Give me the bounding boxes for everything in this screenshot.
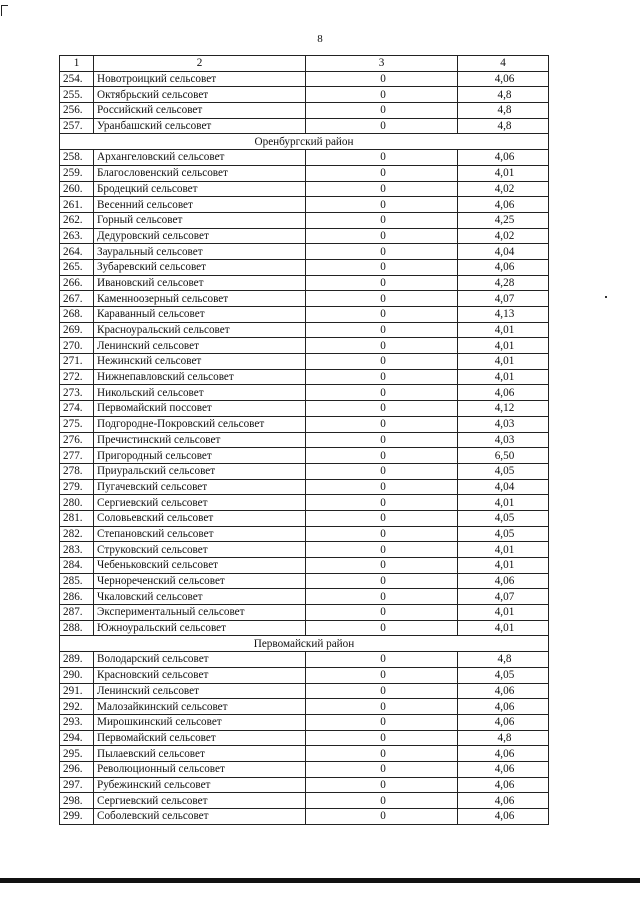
row-number-cell: 280. (60, 495, 94, 511)
column-header-3: 3 (306, 56, 458, 72)
settlement-name-cell: Чкаловский сельсовет (94, 589, 306, 605)
column-3-value-cell: 0 (306, 495, 458, 511)
column-4-value-cell: 4,05 (458, 510, 549, 526)
row-number-cell: 257. (60, 118, 94, 134)
table-row (60, 275, 549, 291)
column-3-value-cell: 0 (306, 197, 458, 213)
table-row (60, 338, 549, 354)
table-body (60, 56, 549, 825)
column-3-value-cell: 0 (306, 322, 458, 338)
settlement-name-cell: Никольский сельсовет (94, 385, 306, 401)
row-number-cell: 281. (60, 510, 94, 526)
column-header-4: 4 (458, 56, 549, 72)
column-4-value-cell: 4,05 (458, 667, 549, 683)
column-3-value-cell: 0 (306, 714, 458, 730)
settlement-name-cell: Горный сельсовет (94, 212, 306, 228)
settlement-name-cell: Российский сельсовет (94, 103, 306, 119)
settlement-name-cell: Чернореченский сельсовет (94, 573, 306, 589)
row-number-cell: 292. (60, 699, 94, 715)
column-4-value-cell: 4,01 (458, 558, 549, 574)
table-row (60, 307, 549, 323)
column-4-value-cell: 4,06 (458, 150, 549, 166)
settlement-name-cell: Сергиевский сельсовет (94, 793, 306, 809)
settlement-name-cell: Нежинский сельсовет (94, 354, 306, 370)
column-3-value-cell: 0 (306, 746, 458, 762)
column-3-value-cell: 0 (306, 542, 458, 558)
column-3-value-cell: 0 (306, 620, 458, 636)
column-4-value-cell: 4,28 (458, 275, 549, 291)
column-3-value-cell: 0 (306, 307, 458, 323)
settlement-name-cell: Бродецкий сельсовет (94, 181, 306, 197)
table-row (60, 746, 549, 762)
column-4-value-cell: 4,06 (458, 699, 549, 715)
settlement-name-cell: Ленинский сельсовет (94, 683, 306, 699)
settlement-name-cell: Струковский сельсовет (94, 542, 306, 558)
column-4-value-cell: 4,04 (458, 479, 549, 495)
table-row (60, 463, 549, 479)
row-number-cell: 269. (60, 322, 94, 338)
column-3-value-cell: 0 (306, 777, 458, 793)
row-number-cell: 263. (60, 228, 94, 244)
row-number-cell: 274. (60, 401, 94, 417)
settlement-name-cell: Рубежинский сельсовет (94, 777, 306, 793)
column-4-value-cell: 4,06 (458, 809, 549, 825)
table-row (60, 385, 549, 401)
column-4-value-cell: 4,01 (458, 165, 549, 181)
column-4-value-cell: 4,25 (458, 212, 549, 228)
column-4-value-cell: 4,07 (458, 589, 549, 605)
column-4-value-cell: 4,06 (458, 385, 549, 401)
row-number-cell: 288. (60, 620, 94, 636)
bottom-border-line (0, 878, 640, 883)
table-row (60, 589, 549, 605)
column-4-value-cell: 4,8 (458, 87, 549, 103)
column-4-value-cell: 4,06 (458, 761, 549, 777)
settlement-name-cell: Мирошкинский сельсовет (94, 714, 306, 730)
column-4-value-cell: 4,13 (458, 307, 549, 323)
row-number-cell: 294. (60, 730, 94, 746)
row-number-cell: 259. (60, 165, 94, 181)
column-4-value-cell: 4,01 (458, 369, 549, 385)
table-row (60, 620, 549, 636)
row-number-cell: 291. (60, 683, 94, 699)
column-3-value-cell: 0 (306, 181, 458, 197)
column-4-value-cell: 4,06 (458, 714, 549, 730)
table-row (60, 714, 549, 730)
column-3-value-cell: 0 (306, 416, 458, 432)
column-3-value-cell: 0 (306, 526, 458, 542)
table-row (60, 212, 549, 228)
column-4-value-cell: 4,01 (458, 605, 549, 621)
column-4-value-cell: 4,06 (458, 71, 549, 87)
row-number-cell: 298. (60, 793, 94, 809)
column-4-value-cell: 4,8 (458, 730, 549, 746)
column-3-value-cell: 0 (306, 369, 458, 385)
column-3-value-cell: 0 (306, 605, 458, 621)
settlement-name-cell: Приуральский сельсовет (94, 463, 306, 479)
row-number-cell: 266. (60, 275, 94, 291)
row-number-cell: 273. (60, 385, 94, 401)
settlement-name-cell: Красноуральский сельсовет (94, 322, 306, 338)
settlement-name-cell: Дедуровский сельсовет (94, 228, 306, 244)
column-4-value-cell: 4,06 (458, 259, 549, 275)
settlement-name-cell: Каменноозерный сельсовет (94, 291, 306, 307)
table-row (60, 479, 549, 495)
scan-speck (605, 296, 607, 298)
column-4-value-cell: 4,02 (458, 181, 549, 197)
settlement-name-cell: Соболевский сельсовет (94, 809, 306, 825)
table-row (60, 699, 549, 715)
scan-corner-mark (1, 5, 8, 16)
column-3-value-cell: 0 (306, 118, 458, 134)
row-number-cell: 295. (60, 746, 94, 762)
column-4-value-cell: 6,50 (458, 448, 549, 464)
column-4-value-cell: 4,06 (458, 683, 549, 699)
column-3-value-cell: 0 (306, 354, 458, 370)
page-number: 8 (317, 33, 323, 45)
column-4-value-cell: 4,06 (458, 573, 549, 589)
column-4-value-cell: 4,02 (458, 228, 549, 244)
row-number-cell: 287. (60, 605, 94, 621)
row-number-cell: 290. (60, 667, 94, 683)
settlement-name-cell: Малозайкинский сельсовет (94, 699, 306, 715)
column-3-value-cell: 0 (306, 652, 458, 668)
row-number-cell: 268. (60, 307, 94, 323)
table-row (60, 793, 549, 809)
row-number-cell: 265. (60, 259, 94, 275)
settlement-name-cell: Первомайский сельсовет (94, 730, 306, 746)
column-3-value-cell: 0 (306, 71, 458, 87)
row-number-cell: 270. (60, 338, 94, 354)
column-4-value-cell: 4,01 (458, 620, 549, 636)
table-row (60, 573, 549, 589)
column-3-value-cell: 0 (306, 432, 458, 448)
column-4-value-cell: 4,01 (458, 542, 549, 558)
table-row (60, 401, 549, 417)
table-row (60, 244, 549, 260)
settlement-name-cell: Ивановский сельсовет (94, 275, 306, 291)
table-header-row (60, 56, 549, 72)
column-3-value-cell: 0 (306, 667, 458, 683)
row-number-cell: 262. (60, 212, 94, 228)
column-4-value-cell: 4,12 (458, 401, 549, 417)
row-number-cell: 282. (60, 526, 94, 542)
district-title: Оренбургский район (60, 134, 549, 150)
settlement-name-cell: Пречистинский сельсовет (94, 432, 306, 448)
table-row (60, 197, 549, 213)
row-number-cell: 261. (60, 197, 94, 213)
column-3-value-cell: 0 (306, 730, 458, 746)
column-3-value-cell: 0 (306, 401, 458, 417)
column-4-value-cell: 4,01 (458, 354, 549, 370)
table-row (60, 103, 549, 119)
table-row (60, 683, 549, 699)
column-3-value-cell: 0 (306, 150, 458, 166)
column-3-value-cell: 0 (306, 338, 458, 354)
row-number-cell: 289. (60, 652, 94, 668)
table-row (60, 730, 549, 746)
column-4-value-cell: 4,8 (458, 652, 549, 668)
district-title: Первомайский район (60, 636, 549, 652)
settlement-name-cell: Пугачевский сельсовет (94, 479, 306, 495)
column-3-value-cell: 0 (306, 244, 458, 260)
settlement-name-cell: Нижнепавловский сельсовет (94, 369, 306, 385)
row-number-cell: 286. (60, 589, 94, 605)
row-number-cell: 271. (60, 354, 94, 370)
settlement-name-cell: Новотроицкий сельсовет (94, 71, 306, 87)
column-3-value-cell: 0 (306, 385, 458, 401)
column-3-value-cell: 0 (306, 558, 458, 574)
row-number-cell: 255. (60, 87, 94, 103)
table-row (60, 181, 549, 197)
settlement-name-cell: Сергиевский сельсовет (94, 495, 306, 511)
column-4-value-cell: 4,06 (458, 793, 549, 809)
settlement-name-cell: Южноуральский сельсовет (94, 620, 306, 636)
table-row (60, 322, 549, 338)
row-number-cell: 283. (60, 542, 94, 558)
settlement-name-cell: Соловьевский сельсовет (94, 510, 306, 526)
table-row (60, 291, 549, 307)
table-row (60, 777, 549, 793)
column-4-value-cell: 4,04 (458, 244, 549, 260)
table-row (60, 87, 549, 103)
column-4-value-cell: 4,03 (458, 432, 549, 448)
table-row (60, 667, 549, 683)
column-header-2: 2 (94, 56, 306, 72)
column-4-value-cell: 4,06 (458, 746, 549, 762)
column-4-value-cell: 4,01 (458, 322, 549, 338)
row-number-cell: 256. (60, 103, 94, 119)
table-row (60, 118, 549, 134)
settlement-name-cell: Зубаревский сельсовет (94, 259, 306, 275)
row-number-cell: 272. (60, 369, 94, 385)
table-row (60, 165, 549, 181)
table-row (60, 809, 549, 825)
settlement-name-cell: Пригородный сельсовет (94, 448, 306, 464)
column-4-value-cell: 4,06 (458, 777, 549, 793)
settlement-name-cell: Архангеловский сельсовет (94, 150, 306, 166)
column-3-value-cell: 0 (306, 761, 458, 777)
table-row (60, 432, 549, 448)
column-4-value-cell: 4,01 (458, 338, 549, 354)
column-4-value-cell: 4,8 (458, 103, 549, 119)
column-4-value-cell: 4,05 (458, 526, 549, 542)
row-number-cell: 278. (60, 463, 94, 479)
district-header-row (60, 636, 549, 652)
settlement-name-cell: Пылаевский сельсовет (94, 746, 306, 762)
row-number-cell: 258. (60, 150, 94, 166)
row-number-cell: 267. (60, 291, 94, 307)
table-row (60, 369, 549, 385)
column-header-1: 1 (60, 56, 94, 72)
table-row (60, 605, 549, 621)
table-row (60, 71, 549, 87)
table-row (60, 761, 549, 777)
settlement-name-cell: Красновский сельсовет (94, 667, 306, 683)
column-4-value-cell: 4,01 (458, 495, 549, 511)
settlement-name-cell: Благословенский сельсовет (94, 165, 306, 181)
column-3-value-cell: 0 (306, 165, 458, 181)
column-3-value-cell: 0 (306, 463, 458, 479)
row-number-cell: 276. (60, 432, 94, 448)
table-row (60, 510, 549, 526)
column-4-value-cell: 4,06 (458, 197, 549, 213)
column-3-value-cell: 0 (306, 103, 458, 119)
row-number-cell: 296. (60, 761, 94, 777)
settlement-name-cell: Подгородне-Покровский сельсовет (94, 416, 306, 432)
column-3-value-cell: 0 (306, 510, 458, 526)
table-row (60, 416, 549, 432)
column-3-value-cell: 0 (306, 228, 458, 244)
column-4-value-cell: 4,07 (458, 291, 549, 307)
table-row (60, 354, 549, 370)
column-3-value-cell: 0 (306, 793, 458, 809)
settlement-name-cell: Караванный сельсовет (94, 307, 306, 323)
column-3-value-cell: 0 (306, 291, 458, 307)
table-row (60, 495, 549, 511)
row-number-cell: 277. (60, 448, 94, 464)
column-4-value-cell: 4,05 (458, 463, 549, 479)
settlement-name-cell: Степановский сельсовет (94, 526, 306, 542)
column-3-value-cell: 0 (306, 699, 458, 715)
column-4-value-cell: 4,8 (458, 118, 549, 134)
settlement-name-cell: Зауральный сельсовет (94, 244, 306, 260)
row-number-cell: 284. (60, 558, 94, 574)
settlement-name-cell: Володарский сельсовет (94, 652, 306, 668)
table-row (60, 526, 549, 542)
row-number-cell: 264. (60, 244, 94, 260)
settlement-name-cell: Ленинский сельсовет (94, 338, 306, 354)
row-number-cell: 275. (60, 416, 94, 432)
column-3-value-cell: 0 (306, 259, 458, 275)
column-3-value-cell: 0 (306, 448, 458, 464)
district-header-row (60, 134, 549, 150)
column-3-value-cell: 0 (306, 275, 458, 291)
settlement-name-cell: Чебеньковский сельсовет (94, 558, 306, 574)
table-row (60, 228, 549, 244)
column-3-value-cell: 0 (306, 683, 458, 699)
column-3-value-cell: 0 (306, 479, 458, 495)
table-row (60, 150, 549, 166)
row-number-cell: 297. (60, 777, 94, 793)
column-3-value-cell: 0 (306, 809, 458, 825)
table-row (60, 558, 549, 574)
table-row (60, 652, 549, 668)
row-number-cell: 299. (60, 809, 94, 825)
table-row (60, 542, 549, 558)
column-3-value-cell: 0 (306, 573, 458, 589)
settlement-name-cell: Экспериментальный сельсовет (94, 605, 306, 621)
settlement-name-cell: Первомайский поссовет (94, 401, 306, 417)
row-number-cell: 254. (60, 71, 94, 87)
settlement-name-cell: Октябрьский сельсовет (94, 87, 306, 103)
column-4-value-cell: 4,03 (458, 416, 549, 432)
table-row (60, 259, 549, 275)
column-3-value-cell: 0 (306, 87, 458, 103)
settlement-name-cell: Весенний сельсовет (94, 197, 306, 213)
column-3-value-cell: 0 (306, 212, 458, 228)
settlement-name-cell: Революционный сельсовет (94, 761, 306, 777)
rates-table (59, 55, 549, 825)
row-number-cell: 260. (60, 181, 94, 197)
settlement-name-cell: Уранбашский сельсовет (94, 118, 306, 134)
row-number-cell: 293. (60, 714, 94, 730)
row-number-cell: 285. (60, 573, 94, 589)
column-3-value-cell: 0 (306, 589, 458, 605)
table-row (60, 448, 549, 464)
row-number-cell: 279. (60, 479, 94, 495)
